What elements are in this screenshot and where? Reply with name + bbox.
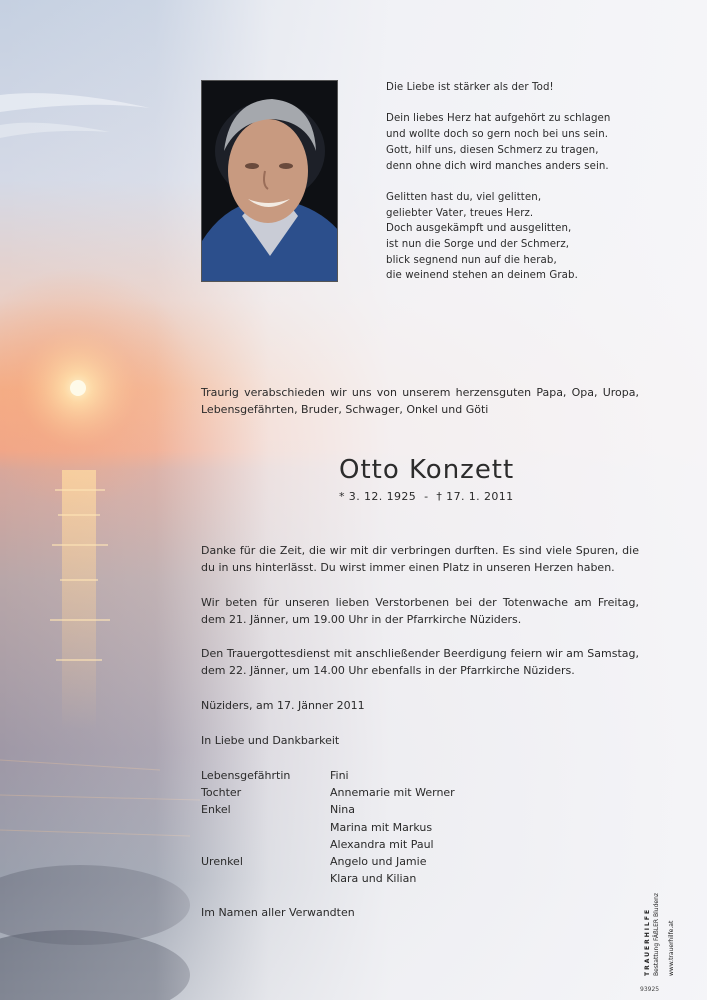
family-row	[201, 836, 455, 853]
poem-line: blick segnend nun auf die herab,	[386, 254, 557, 266]
poem-line: denn ohne dich wird manches anders sein.	[386, 160, 609, 172]
family-row	[201, 853, 455, 870]
family-relation	[201, 870, 330, 887]
family-row	[201, 801, 455, 818]
date-separator: -	[424, 490, 429, 503]
family-row	[201, 784, 455, 801]
memorial-poem	[386, 80, 676, 300]
thanks-paragraph: Danke für die Zeit, die wir mit dir verbringen durften. Es sind viele Spuren, die du in uns hinterlässt. Du wirst immer einen Platz in unseren Herzen haben.	[201, 544, 639, 574]
family-names: Angelo und Jamie	[330, 855, 427, 869]
family-names: Annemarie mit Werner	[330, 786, 455, 800]
family-row	[201, 819, 455, 836]
poem-stanza	[386, 111, 676, 174]
family-names: Marina mit Markus	[330, 820, 433, 834]
imprint-code: 93925	[640, 986, 660, 993]
deceased-name: Otto Konzett	[339, 455, 515, 485]
poem-line: geliebter Vater, treues Herz.	[386, 207, 534, 219]
death-date: † 17. 1. 2011	[436, 490, 514, 503]
poem-stanza	[386, 80, 676, 96]
funeral-paragraph: Den Trauergottesdienst mit anschließender Beerdigung feiern wir am Samstag, dem 22. Jänner, um 14.00 Uhr ebenfalls in der Pfarrkirche Nüziders.	[201, 647, 639, 677]
portrait-image	[202, 81, 338, 282]
signoff-line: Im Namen aller Verwandten	[201, 906, 355, 919]
life-dates	[339, 490, 514, 503]
poem-line: Die Liebe ist stärker als der Tod!	[386, 82, 554, 93]
portrait-photo	[201, 80, 338, 282]
family-names: Klara und Kilian	[330, 872, 417, 886]
family-names: Nina	[330, 803, 355, 817]
poem-line: Doch ausgekämpft und ausgelitten,	[386, 223, 572, 235]
poem-line: ist nun die Sorge und der Schmerz,	[386, 239, 570, 250]
wake-paragraph: Wir beten für unseren lieben Verstorbenen bei der Totenwache am Freitag, dem 21. Jänner, um 19.00 Uhr in der Pfarrkirche Nüziders.	[201, 596, 639, 626]
imprint-web: www.trauerhilfe.at	[668, 920, 675, 976]
family-names: Fini	[330, 769, 349, 782]
poem-line: Dein liebes Herz hat aufgehört zu schlagen	[386, 113, 611, 125]
family-list	[201, 767, 455, 887]
imprint-company: TRAUERHILFE	[644, 907, 651, 976]
poem-line: und wollte doch so gern noch bei uns sein.	[386, 129, 609, 141]
family-relation: Enkel	[201, 803, 231, 817]
imprint-line2: Bestattung FÄßLER Bludenz	[653, 892, 660, 976]
family-relation: Lebensgefährtin	[201, 769, 291, 782]
poem-stanza	[386, 190, 676, 284]
birth-date: * 3. 12. 1925	[339, 490, 417, 503]
closing-line: In Liebe und Dankbarkeit	[201, 734, 340, 747]
family-relation	[201, 836, 330, 853]
poem-line: Gott, hilf uns, diesen Schmerz zu tragen,	[386, 144, 599, 156]
family-relation	[201, 819, 330, 836]
poem-line: die weinend stehen an deinem Grab.	[386, 270, 578, 282]
funeral-home-imprint	[640, 868, 680, 984]
family-relation: Urenkel	[201, 855, 243, 869]
family-row	[201, 767, 455, 784]
family-names: Alexandra mit Paul	[330, 837, 434, 851]
intro-text: Traurig verabschieden wir uns von unserem herzensguten Papa, Opa, Uropa, Lebensgefährten, Bruder, Schwager, Onkel und Göti	[201, 386, 639, 416]
poem-line: Gelitten hast du, viel gelitten,	[386, 191, 542, 203]
family-relation: Tochter	[201, 786, 242, 800]
family-row	[201, 870, 455, 887]
place-date: Nüziders, am 17. Jänner 2011	[201, 699, 365, 712]
